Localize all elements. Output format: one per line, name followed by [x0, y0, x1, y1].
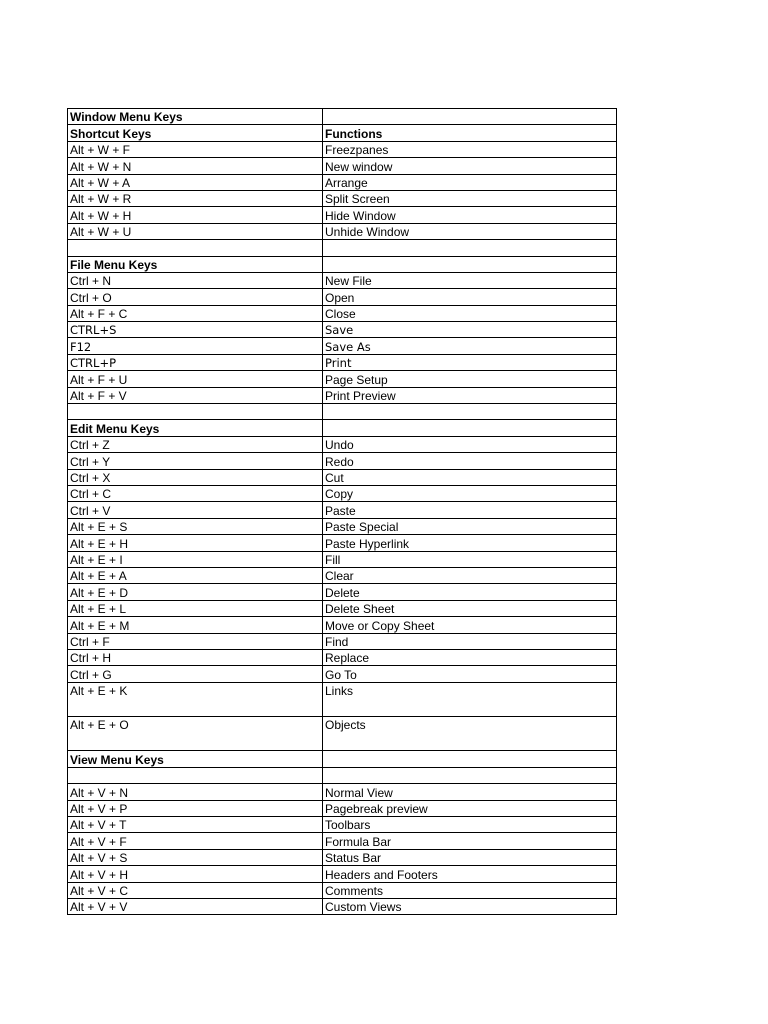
- function-cell: Paste Hyperlink: [323, 535, 617, 551]
- function-cell: Print: [323, 354, 617, 370]
- function-cell: New window: [323, 158, 617, 174]
- table-row: [68, 717, 617, 751]
- function-cell: Split Screen: [323, 190, 617, 206]
- section-heading-cell: Edit Menu Keys: [68, 420, 323, 436]
- table-row: [68, 767, 617, 783]
- shortcut-key-cell: Alt + V + H: [68, 866, 323, 882]
- shortcut-key-cell: Alt + V + P: [68, 800, 323, 816]
- table-row: [68, 584, 617, 600]
- function-cell: Save: [323, 322, 617, 338]
- shortcut-key-cell: Alt + E + D: [68, 584, 323, 600]
- table-row: [68, 354, 617, 370]
- function-cell: [323, 109, 617, 125]
- table-row: [68, 800, 617, 816]
- function-cell: Fill: [323, 551, 617, 567]
- shortcut-key-cell: Ctrl + Y: [68, 453, 323, 469]
- table-row: [68, 109, 617, 125]
- function-cell: Headers and Footers: [323, 866, 617, 882]
- table-row: [68, 305, 617, 321]
- table-row: [68, 866, 617, 882]
- function-cell: Redo: [323, 453, 617, 469]
- shortcut-key-cell: [68, 767, 323, 783]
- function-cell: Functions: [323, 125, 617, 141]
- shortcut-key-cell: Alt + V + F: [68, 833, 323, 849]
- function-cell: Copy: [323, 485, 617, 501]
- shortcut-key-cell: Alt + V + S: [68, 849, 323, 865]
- table-row: [68, 751, 617, 767]
- function-cell: Clear: [323, 567, 617, 583]
- function-cell: Status Bar: [323, 849, 617, 865]
- function-cell: Custom Views: [323, 898, 617, 914]
- section-heading-cell: Shortcut Keys: [68, 125, 323, 141]
- table-row: [68, 666, 617, 682]
- table-row: [68, 833, 617, 849]
- shortcut-key-cell: Alt + F + C: [68, 305, 323, 321]
- shortcut-key-cell: Alt + V + C: [68, 882, 323, 898]
- table-row: [68, 272, 617, 288]
- shortcut-key-cell: Alt + E + K: [68, 682, 323, 716]
- section-heading-cell: Window Menu Keys: [68, 109, 323, 125]
- shortcut-key-cell: Alt + W + R: [68, 190, 323, 206]
- shortcut-keys-table: [67, 108, 617, 915]
- shortcut-key-cell: Alt + V + T: [68, 817, 323, 833]
- table-row: [68, 371, 617, 387]
- function-cell: Paste Special: [323, 518, 617, 534]
- shortcut-key-cell: Ctrl + F: [68, 633, 323, 649]
- function-cell: [323, 240, 617, 256]
- function-cell: Save As: [323, 338, 617, 354]
- shortcut-key-cell: Alt + V + V: [68, 898, 323, 914]
- function-cell: Arrange: [323, 174, 617, 190]
- function-cell: [323, 767, 617, 783]
- section-heading-cell: File Menu Keys: [68, 256, 323, 272]
- table-row: [68, 502, 617, 518]
- table-row: [68, 436, 617, 452]
- shortcut-key-cell: Alt + V + N: [68, 784, 323, 800]
- table-row: [68, 817, 617, 833]
- function-cell: Objects: [323, 717, 617, 751]
- function-cell: Toolbars: [323, 817, 617, 833]
- shortcut-key-cell: Ctrl + V: [68, 502, 323, 518]
- shortcut-key-cell: CTRL+S: [68, 322, 323, 338]
- shortcut-key-cell: Alt + W + A: [68, 174, 323, 190]
- table-row: [68, 633, 617, 649]
- table-row: [68, 174, 617, 190]
- shortcut-key-cell: Ctrl + N: [68, 272, 323, 288]
- function-cell: Hide Window: [323, 207, 617, 223]
- table-row: [68, 141, 617, 157]
- shortcut-key-cell: Alt + E + H: [68, 535, 323, 551]
- shortcut-key-cell: Ctrl + Z: [68, 436, 323, 452]
- function-cell: [323, 404, 617, 420]
- table-row: [68, 485, 617, 501]
- function-cell: Close: [323, 305, 617, 321]
- table-row: [68, 322, 617, 338]
- table-row: [68, 898, 617, 914]
- table-row: [68, 469, 617, 485]
- shortcut-key-cell: CTRL+P: [68, 354, 323, 370]
- function-cell: [323, 256, 617, 272]
- function-cell: Go To: [323, 666, 617, 682]
- table-row: [68, 567, 617, 583]
- function-cell: Comments: [323, 882, 617, 898]
- function-cell: Delete: [323, 584, 617, 600]
- function-cell: [323, 751, 617, 767]
- shortcut-key-cell: Ctrl + G: [68, 666, 323, 682]
- shortcut-key-cell: F12: [68, 338, 323, 354]
- shortcut-key-cell: Ctrl + X: [68, 469, 323, 485]
- shortcut-key-cell: Ctrl + H: [68, 649, 323, 665]
- function-cell: Paste: [323, 502, 617, 518]
- table-row: [68, 649, 617, 665]
- shortcut-key-cell: [68, 240, 323, 256]
- table-row: [68, 617, 617, 633]
- table-row: [68, 190, 617, 206]
- shortcut-key-cell: Alt + E + L: [68, 600, 323, 616]
- table-row: [68, 289, 617, 305]
- shortcut-key-cell: Alt + F + U: [68, 371, 323, 387]
- function-cell: Undo: [323, 436, 617, 452]
- table-row: [68, 453, 617, 469]
- table-row: [68, 207, 617, 223]
- function-cell: [323, 420, 617, 436]
- table-row: [68, 551, 617, 567]
- table-row: [68, 240, 617, 256]
- shortcut-key-cell: Alt + E + M: [68, 617, 323, 633]
- table-row: [68, 125, 617, 141]
- table-row: [68, 404, 617, 420]
- function-cell: Find: [323, 633, 617, 649]
- table-row: [68, 338, 617, 354]
- table-row: [68, 600, 617, 616]
- shortcut-key-cell: [68, 404, 323, 420]
- shortcut-key-cell: Alt + F + V: [68, 387, 323, 403]
- function-cell: Print Preview: [323, 387, 617, 403]
- table-row: [68, 158, 617, 174]
- table-row: [68, 387, 617, 403]
- table-row: [68, 784, 617, 800]
- function-cell: Page Setup: [323, 371, 617, 387]
- shortcut-key-cell: Alt + W + U: [68, 223, 323, 239]
- table-row: [68, 535, 617, 551]
- shortcut-key-cell: Alt + E + A: [68, 567, 323, 583]
- shortcut-key-cell: Alt + E + O: [68, 717, 323, 751]
- table-row: [68, 518, 617, 534]
- function-cell: Move or Copy Sheet: [323, 617, 617, 633]
- function-cell: Delete Sheet: [323, 600, 617, 616]
- function-cell: Unhide Window: [323, 223, 617, 239]
- function-cell: Normal View: [323, 784, 617, 800]
- shortcut-key-cell: Alt + W + H: [68, 207, 323, 223]
- section-heading-cell: View Menu Keys: [68, 751, 323, 767]
- function-cell: New File: [323, 272, 617, 288]
- table-body: [68, 109, 617, 915]
- table-row: [68, 256, 617, 272]
- shortcut-key-cell: Alt + W + N: [68, 158, 323, 174]
- function-cell: Open: [323, 289, 617, 305]
- shortcut-key-cell: Alt + E + I: [68, 551, 323, 567]
- shortcut-key-cell: Ctrl + O: [68, 289, 323, 305]
- table-row: [68, 882, 617, 898]
- function-cell: Formula Bar: [323, 833, 617, 849]
- table-row: [68, 682, 617, 716]
- function-cell: Cut: [323, 469, 617, 485]
- shortcut-key-cell: Alt + E + S: [68, 518, 323, 534]
- function-cell: Links: [323, 682, 617, 716]
- function-cell: Replace: [323, 649, 617, 665]
- table-row: [68, 223, 617, 239]
- table-row: [68, 849, 617, 865]
- table-row: [68, 420, 617, 436]
- shortcut-key-cell: Alt + W + F: [68, 141, 323, 157]
- shortcut-key-cell: Ctrl + C: [68, 485, 323, 501]
- function-cell: Freezpanes: [323, 141, 617, 157]
- function-cell: Pagebreak preview: [323, 800, 617, 816]
